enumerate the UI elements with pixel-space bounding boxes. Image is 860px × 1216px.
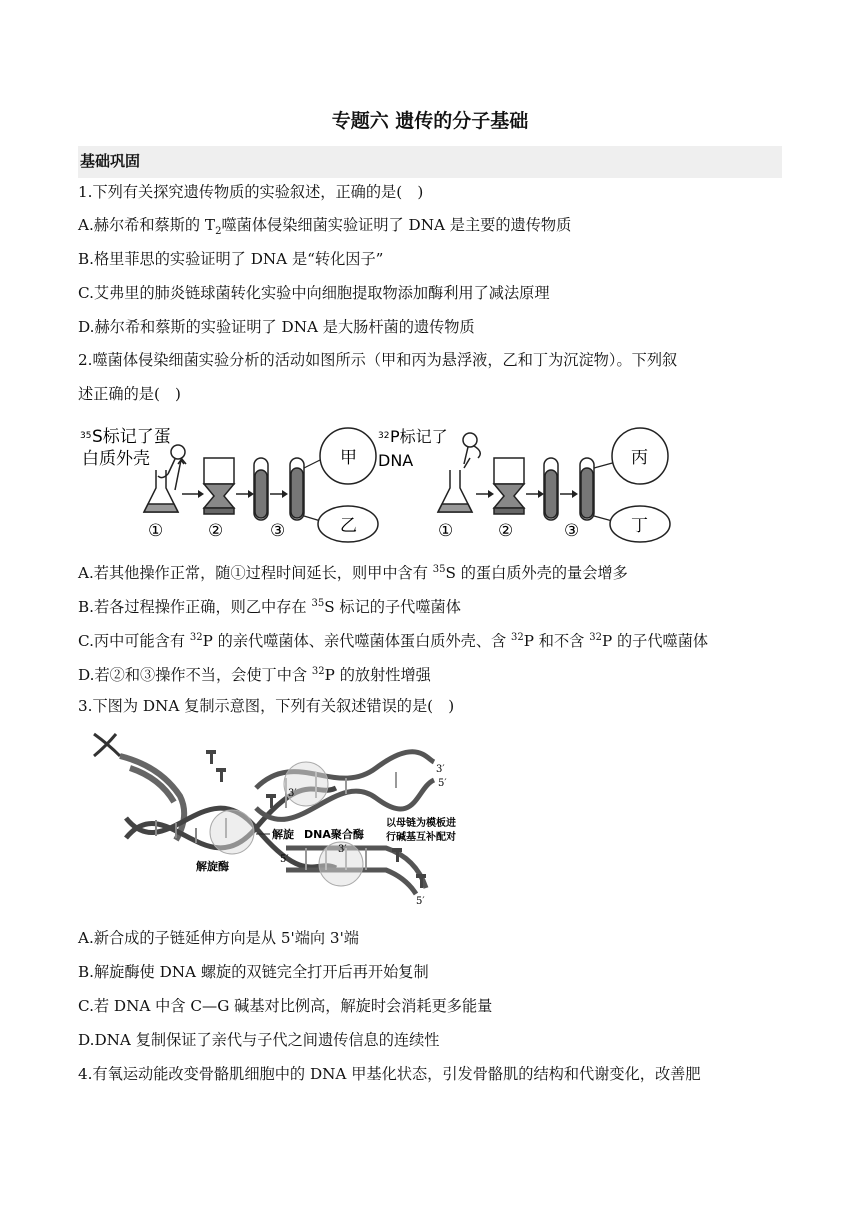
svg-text:32: 32: [378, 431, 390, 441]
svg-text:3′: 3′: [288, 788, 297, 799]
q3-stem: 3.下图为 DNA 复制示意图，下列有关叙述错误的是( ): [78, 697, 455, 715]
test-tube-icon: [254, 458, 268, 520]
svg-text:3′: 3′: [436, 764, 445, 775]
svg-text:乙: 乙: [340, 516, 357, 536]
q3-option-c: C.若 DNA 中含 C—G 碱基对比例高，解旋时会消耗更多能量: [78, 997, 493, 1015]
svg-text:白质外壳: 白质外壳: [82, 449, 150, 469]
q2-option-b: B.若各过程操作正确，则乙中存在 $^{35}$S 标记的子代噬菌体: [78, 598, 461, 617]
svg-text:行碱基互补配对: 行碱基互补配对: [386, 832, 456, 843]
test-tube-icon: [544, 458, 558, 520]
blender-icon: [204, 458, 234, 514]
q4-stem: 4.有氧运动能改变骨骼肌细胞中的 DNA 甲基化状态，引发骨骼肌的结构和代谢变化，改善肥: [78, 1065, 701, 1083]
svg-text:5′: 5′: [438, 778, 447, 789]
test-tube-icon: [580, 458, 594, 520]
q2-option-a: A.若其他操作正常，随①过程时间延长，则甲中含有 $^{35}$S 的蛋白质外壳的量会增多: [78, 564, 628, 583]
q2-stem-line2: 述正确的是( ): [78, 385, 181, 403]
flask-icon: [144, 460, 184, 512]
section-header: [78, 146, 782, 178]
svg-text:3′: 3′: [338, 844, 347, 855]
q2-stem-line1: 2.噬菌体侵染细菌实验分析的活动如图所示（甲和丙为悬浮液，乙和丁为沉淀物）。下列叙: [78, 351, 678, 369]
q3-option-d: D.DNA 复制保证了亲代与子代之间遗传信息的连续性: [78, 1031, 440, 1049]
chromosome-icon: [94, 734, 120, 756]
svg-text:5′: 5′: [416, 896, 425, 907]
phage-icon: [463, 433, 480, 464]
svg-text:解旋酶: 解旋酶: [196, 860, 229, 873]
blender-icon: [494, 458, 524, 514]
q1-option-b: B.格里菲思的实验证明了 DNA 是“转化因子”: [78, 250, 384, 268]
svg-text:②: ②: [208, 521, 224, 541]
q3-option-a: A.新合成的子链延伸方向是从 5'端向 3'端: [78, 929, 359, 947]
svg-text:S标记了蛋: S标记了蛋: [92, 427, 171, 447]
q1-stem: 1.下列有关探究遗传物质的实验叙述，正确的是( ): [78, 183, 424, 201]
q3-option-b: B.解旋酶使 DNA 螺旋的双链完全打开后再开始复制: [78, 963, 429, 981]
dna-replication-figure: [86, 728, 466, 908]
svg-text:①: ①: [438, 521, 454, 541]
flask-icon: [438, 458, 472, 512]
test-tube-icon: [290, 458, 304, 520]
svg-text:DNA聚合酶: DNA聚合酶: [304, 828, 364, 841]
section-label: 基础巩固: [80, 152, 141, 170]
phage-infection-figure: [78, 418, 698, 548]
svg-text:解旋: 解旋: [272, 828, 294, 841]
svg-text:丁: 丁: [631, 516, 648, 536]
svg-text:甲: 甲: [340, 448, 357, 468]
svg-text:③: ③: [564, 521, 580, 541]
svg-text:DNA: DNA: [378, 451, 414, 470]
svg-text:③: ③: [270, 521, 286, 541]
q2-option-c: C.丙中可能含有 $^{32}$P 的亲代噬菌体、亲代噬菌体蛋白质外壳、含 $^{32}$P 和不含 $^{32}$P 的子代噬菌体: [78, 632, 709, 651]
q1-option-c: C.艾弗里的肺炎链球菌转化实验中向细胞提取物添加酶利用了减法原理: [78, 284, 550, 302]
q2-option-d: D.若②和③操作不当，会使丁中含 $^{32}$P 的放射性增强: [78, 666, 431, 685]
svg-text:5′: 5′: [280, 854, 289, 865]
page-title: 专题六 遗传的分子基础: [331, 110, 529, 132]
svg-text:35: 35: [80, 431, 92, 441]
q1-option-d: D.赫尔希和蔡斯的实验证明了 DNA 是大肠杆菌的遗传物质: [78, 318, 475, 336]
q1-option-a: A.赫尔希和蔡斯的 $T_2$噬菌体侵染细菌实验证明了 DNA 是主要的遗传物质: [78, 216, 572, 238]
svg-text:P标记了: P标记了: [390, 427, 448, 446]
svg-text:丙: 丙: [631, 448, 648, 468]
svg-text:②: ②: [498, 521, 514, 541]
svg-text:①: ①: [148, 521, 164, 541]
svg-text:以母链为模板进: 以母链为模板进: [386, 818, 456, 829]
